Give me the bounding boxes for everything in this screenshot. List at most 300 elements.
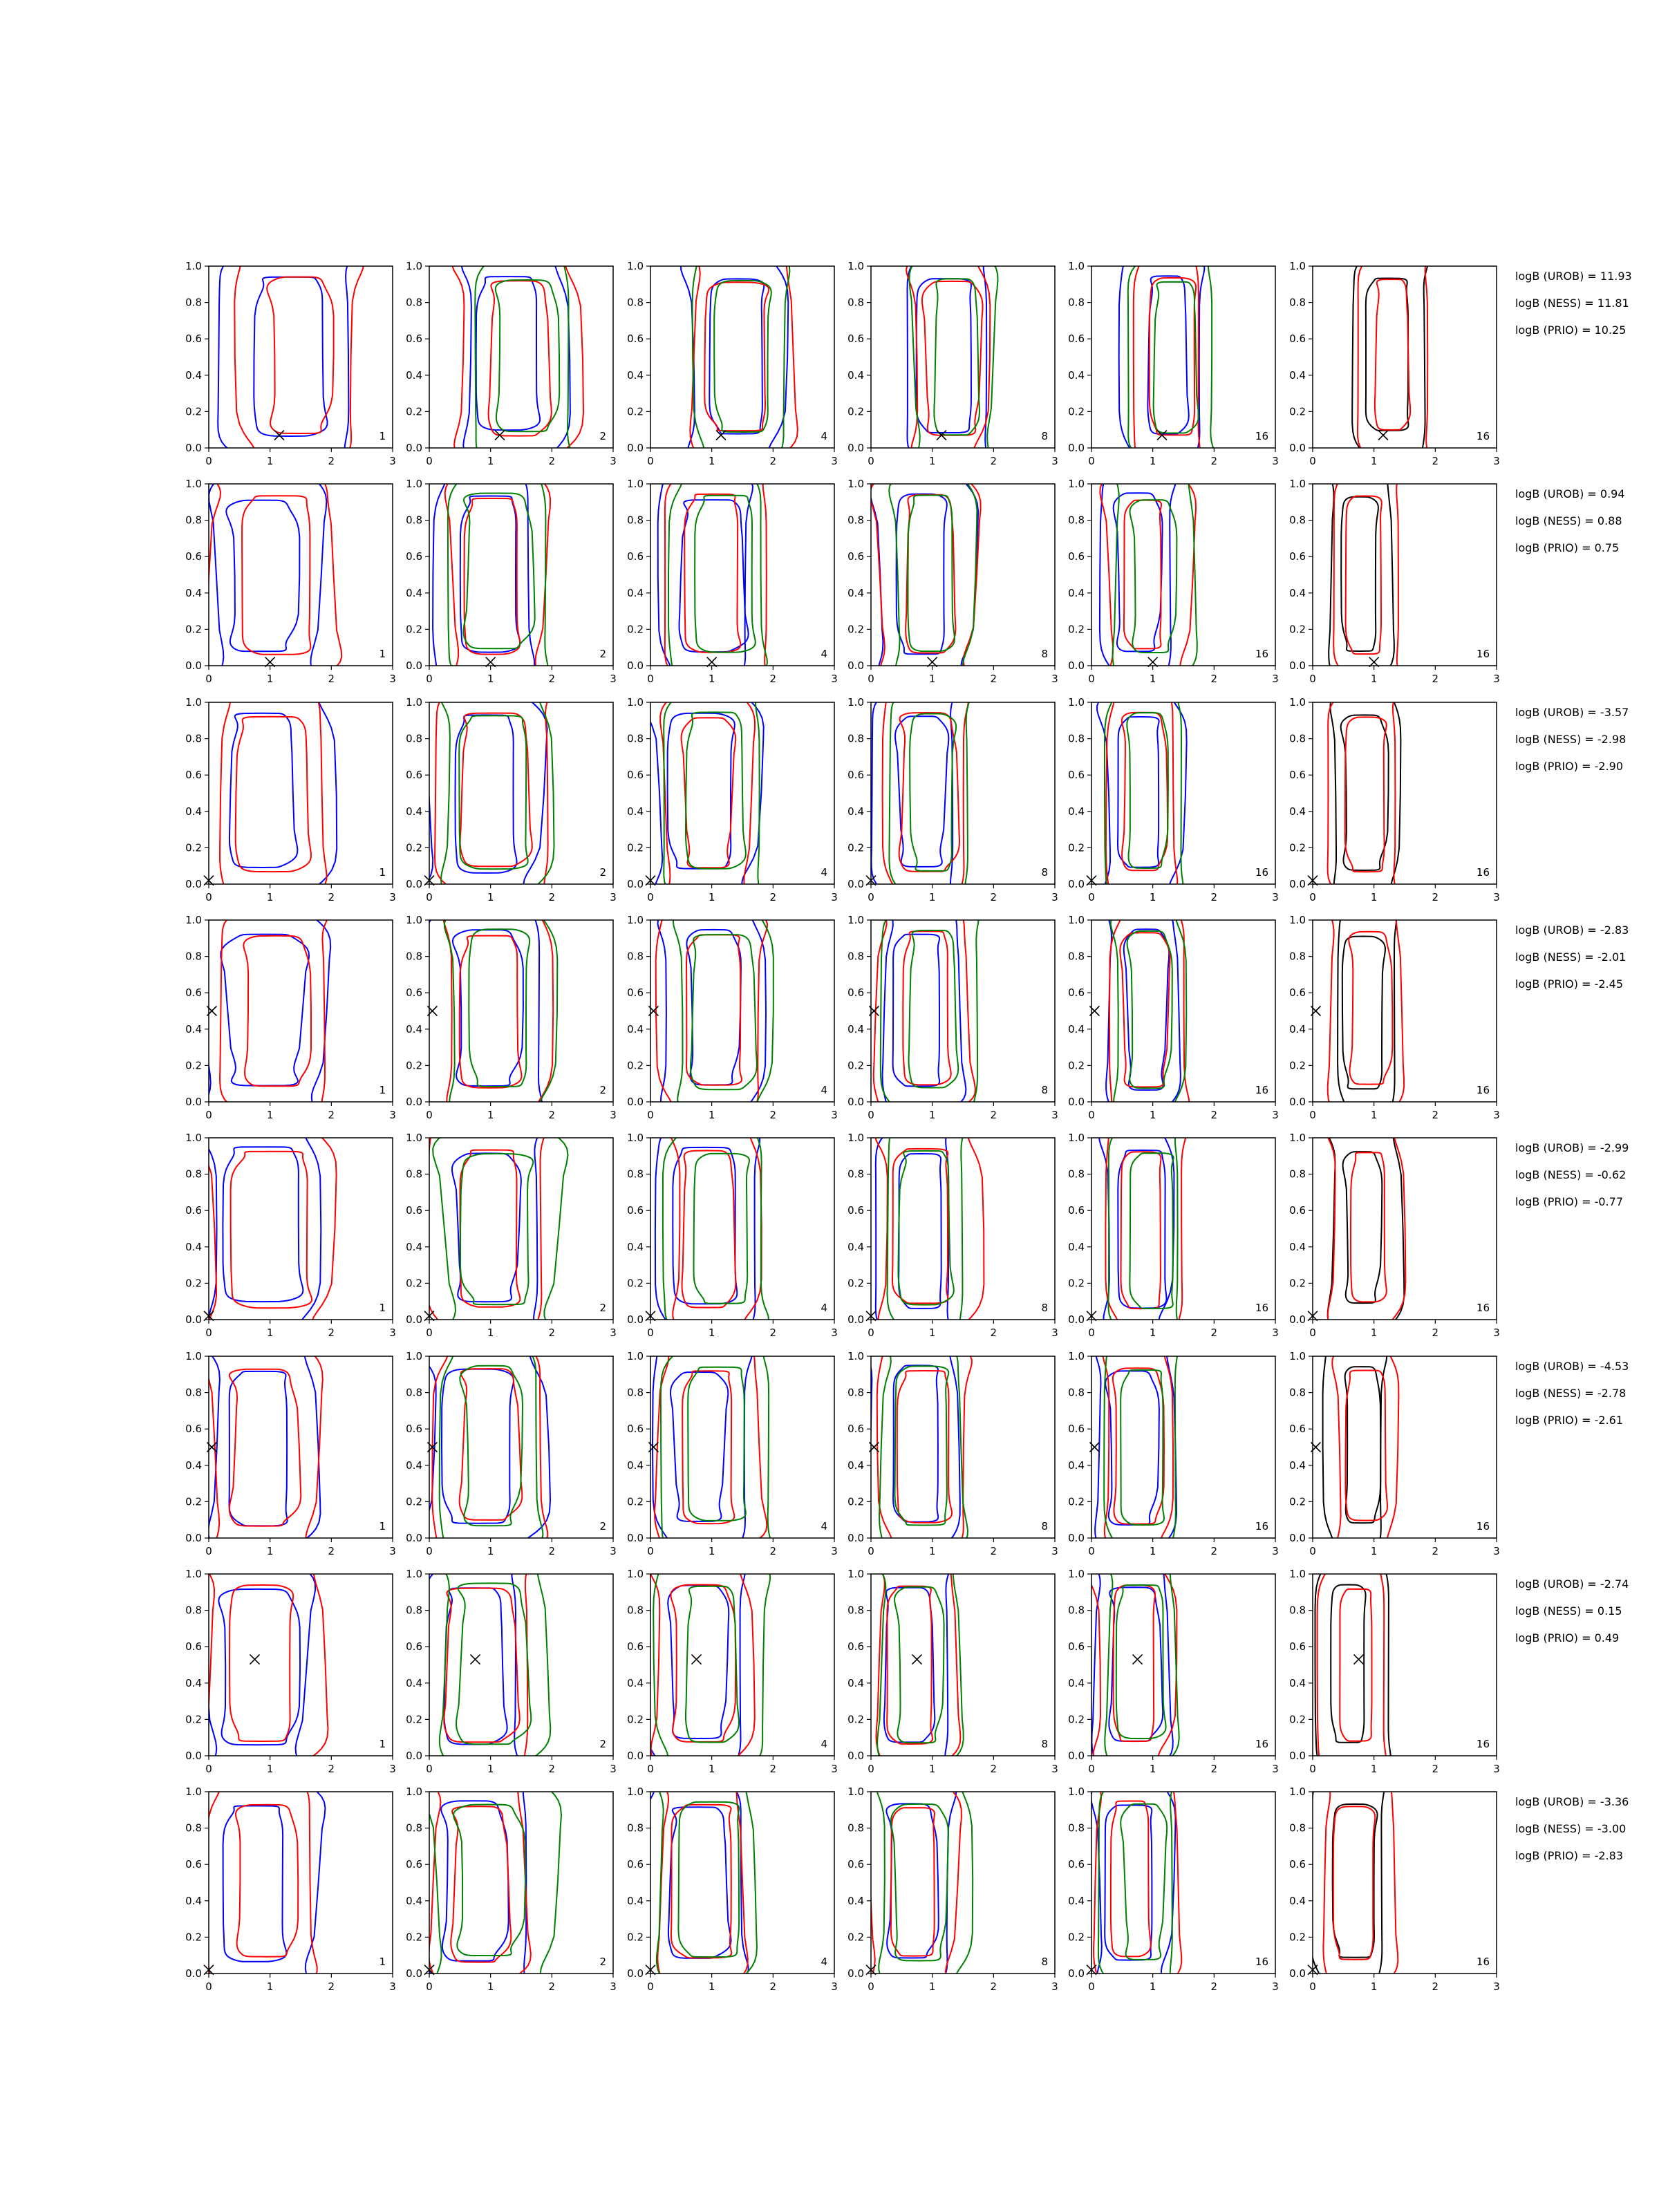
logb-annotation: logB (UROB) = -3.36 xyxy=(1515,1795,1629,1808)
x-tick-label: 0 xyxy=(868,673,874,685)
x-tick-label: 3 xyxy=(831,1980,838,1993)
x-tick-label: 2 xyxy=(1432,673,1439,685)
x-tick-label: 2 xyxy=(990,673,997,685)
y-tick-label: 0.8 xyxy=(847,296,864,309)
truth-marker xyxy=(912,1655,922,1665)
contour-red xyxy=(229,1369,301,1526)
y-tick-label: 0.0 xyxy=(1289,1532,1306,1544)
y-tick-label: 0.6 xyxy=(1068,1204,1085,1217)
y-tick-label: 0.8 xyxy=(185,1168,202,1181)
y-tick-label: 1.0 xyxy=(1068,260,1085,272)
contour-red xyxy=(465,498,521,655)
y-tick-label: 0.6 xyxy=(185,986,202,1000)
x-tick-label: 0 xyxy=(1088,891,1095,903)
contour-red xyxy=(1375,279,1410,430)
x-tick-label: 3 xyxy=(1051,455,1058,467)
y-tick-label: 1.0 xyxy=(185,260,202,272)
x-tick-label: 2 xyxy=(769,1545,777,1557)
logb-annotation: logB (PRIO) = -2.83 xyxy=(1515,1849,1623,1862)
x-tick-label: 0 xyxy=(426,1763,433,1775)
y-tick-label: 0.4 xyxy=(847,1022,864,1035)
panel xyxy=(1068,478,1279,685)
x-tick-label: 3 xyxy=(1272,455,1279,467)
y-tick-label: 0.0 xyxy=(1068,659,1085,672)
x-tick-label: 1 xyxy=(1370,1109,1378,1121)
y-tick-label: 0.8 xyxy=(406,1168,422,1181)
y-tick-label: 1.0 xyxy=(627,260,644,272)
panel xyxy=(406,260,617,467)
contour-green xyxy=(909,262,997,452)
y-tick-label: 0.6 xyxy=(1289,332,1306,346)
logb-annotation: logB (PRIO) = -2.61 xyxy=(1515,1414,1623,1427)
y-tick-label: 0.2 xyxy=(406,1277,422,1290)
y-tick-label: 0.4 xyxy=(847,368,864,382)
contour-green xyxy=(1154,282,1199,433)
x-tick-label: 0 xyxy=(205,455,212,467)
contour-red xyxy=(1111,1801,1151,1957)
x-tick-label: 2 xyxy=(1210,455,1218,467)
y-tick-label: 0.0 xyxy=(847,1750,864,1762)
axes-frame xyxy=(209,920,393,1102)
x-tick-label: 2 xyxy=(769,1980,777,1993)
y-tick-label: 1.0 xyxy=(406,1350,422,1362)
y-tick-label: 1.0 xyxy=(627,696,644,709)
y-tick-label: 0.4 xyxy=(185,368,202,382)
x-tick-label: 1 xyxy=(266,1109,274,1121)
y-tick-label: 0.8 xyxy=(627,1168,644,1181)
y-tick-label: 0.4 xyxy=(847,586,864,599)
y-tick-label: 0.2 xyxy=(847,623,864,636)
axes-frame xyxy=(1091,1574,1275,1756)
contour-blue xyxy=(476,276,540,430)
y-tick-label: 1.0 xyxy=(1068,1132,1085,1144)
y-tick-label: 0.8 xyxy=(627,1821,644,1835)
y-tick-label: 0.4 xyxy=(1068,1894,1085,1907)
x-tick-label: 1 xyxy=(928,1545,936,1557)
x-tick-label: 1 xyxy=(708,673,715,685)
y-tick-label: 0.0 xyxy=(185,878,202,890)
axes-frame xyxy=(1313,702,1497,884)
x-tick-label: 3 xyxy=(1272,1980,1279,1993)
x-tick-label: 0 xyxy=(1088,1545,1095,1557)
y-tick-label: 0.6 xyxy=(185,1423,202,1436)
panel-count-label: 8 xyxy=(1041,1084,1048,1096)
logb-annotation: logB (PRIO) = 0.75 xyxy=(1515,541,1620,554)
panel-count-label: 8 xyxy=(1041,648,1048,660)
panel xyxy=(627,1132,838,1339)
panel-count-label: 16 xyxy=(1476,1302,1490,1314)
contour-red xyxy=(655,1352,767,1542)
contour-green xyxy=(908,495,955,651)
y-tick-label: 0.8 xyxy=(406,732,422,745)
y-tick-label: 0.8 xyxy=(1068,1386,1085,1399)
panel-count-label: 16 xyxy=(1476,866,1490,879)
panel xyxy=(1289,1132,1500,1339)
x-tick-label: 3 xyxy=(610,1327,617,1339)
y-tick-label: 0.4 xyxy=(1289,1240,1306,1253)
contour-green xyxy=(440,1352,543,1542)
y-tick-label: 1.0 xyxy=(847,696,864,709)
y-tick-label: 0.6 xyxy=(627,986,644,1000)
x-tick-label: 2 xyxy=(990,1763,997,1775)
x-tick-label: 0 xyxy=(1309,1545,1316,1557)
contour-red xyxy=(870,480,981,670)
contour-black xyxy=(1345,1367,1381,1523)
x-tick-label: 1 xyxy=(1370,455,1378,467)
y-tick-label: 0.4 xyxy=(847,1240,864,1253)
contour-blue xyxy=(1100,480,1176,670)
panel-count-label: 8 xyxy=(1041,1738,1048,1750)
panel xyxy=(1289,914,1500,1121)
y-tick-label: 0.4 xyxy=(1068,586,1085,599)
y-tick-label: 0.2 xyxy=(406,1713,422,1726)
x-tick-label: 0 xyxy=(868,1980,874,1993)
panel xyxy=(406,696,617,903)
panel xyxy=(847,1350,1058,1557)
y-tick-label: 0.0 xyxy=(406,659,422,672)
contour-red xyxy=(422,1570,529,1760)
logb-annotation: logB (NESS) = -2.98 xyxy=(1515,733,1627,746)
y-tick-label: 0.0 xyxy=(406,1096,422,1108)
y-tick-label: 0.8 xyxy=(1068,1604,1085,1617)
y-tick-label: 0.2 xyxy=(406,1931,422,1944)
contour-red xyxy=(1124,500,1161,649)
x-tick-label: 3 xyxy=(610,1980,617,1993)
y-tick-label: 0.2 xyxy=(1289,623,1306,636)
panel xyxy=(627,914,838,1121)
truth-marker xyxy=(692,1655,702,1665)
logb-annotation: logB (UROB) = -2.83 xyxy=(1515,924,1629,937)
x-tick-label: 0 xyxy=(205,1327,212,1339)
y-tick-label: 0.2 xyxy=(185,1713,202,1726)
panel-count-label: 8 xyxy=(1041,430,1048,442)
y-tick-label: 0.8 xyxy=(185,1604,202,1617)
panel xyxy=(627,478,838,685)
y-tick-label: 0.2 xyxy=(185,1495,202,1508)
x-tick-label: 2 xyxy=(328,1109,335,1121)
x-tick-label: 1 xyxy=(487,1327,494,1339)
contour-red xyxy=(220,916,328,1106)
contour-blue xyxy=(658,480,753,670)
y-tick-label: 0.4 xyxy=(1289,586,1306,599)
x-tick-label: 1 xyxy=(1370,1980,1378,1993)
x-tick-label: 0 xyxy=(1309,1763,1316,1775)
contour-red xyxy=(875,1134,984,1324)
x-tick-label: 0 xyxy=(426,673,433,685)
contour-red xyxy=(1333,1806,1376,1959)
contour-red xyxy=(684,494,740,653)
y-tick-label: 1.0 xyxy=(406,478,422,490)
x-tick-label: 3 xyxy=(1272,891,1279,903)
truth-marker xyxy=(1133,1655,1143,1665)
x-tick-label: 2 xyxy=(328,1327,335,1339)
panel-count-label: 1 xyxy=(379,1084,386,1096)
y-tick-label: 0.8 xyxy=(185,1821,202,1835)
y-tick-label: 0.0 xyxy=(847,878,864,890)
y-tick-label: 0.6 xyxy=(406,1204,422,1217)
panel xyxy=(847,260,1058,467)
logb-annotation: logB (PRIO) = 0.49 xyxy=(1515,1631,1620,1644)
y-tick-label: 0.6 xyxy=(185,769,202,782)
y-tick-label: 0.8 xyxy=(1068,1168,1085,1181)
y-tick-label: 0.8 xyxy=(1289,1604,1306,1617)
y-tick-label: 0.8 xyxy=(185,732,202,745)
contour-blue xyxy=(893,935,940,1087)
y-tick-label: 1.0 xyxy=(627,1132,644,1144)
contour-black xyxy=(1341,715,1389,870)
panel-count-label: 4 xyxy=(821,1738,827,1750)
x-tick-label: 2 xyxy=(548,1980,556,1993)
y-tick-label: 0.2 xyxy=(185,623,202,636)
y-tick-label: 0.6 xyxy=(1068,986,1085,1000)
contour-green xyxy=(453,1805,525,1956)
contour-red xyxy=(897,1371,952,1523)
x-tick-label: 2 xyxy=(769,1109,777,1121)
contour-green xyxy=(1128,262,1215,452)
y-tick-label: 0.0 xyxy=(1289,659,1306,672)
contour-black xyxy=(1342,937,1385,1089)
y-tick-label: 1.0 xyxy=(1068,1785,1085,1798)
y-tick-label: 0.4 xyxy=(406,1894,422,1907)
x-tick-label: 3 xyxy=(389,1109,396,1121)
x-tick-label: 3 xyxy=(831,891,838,903)
panel xyxy=(1289,478,1500,685)
x-tick-label: 3 xyxy=(831,455,838,467)
y-tick-label: 0.6 xyxy=(185,550,202,563)
y-tick-label: 0.4 xyxy=(406,1240,422,1253)
y-tick-label: 0.8 xyxy=(1289,1821,1306,1835)
y-tick-label: 0.2 xyxy=(847,405,864,418)
contour-blue xyxy=(899,1154,941,1309)
y-tick-label: 0.4 xyxy=(1068,1240,1085,1253)
y-tick-label: 0.4 xyxy=(1068,805,1085,818)
y-tick-label: 1.0 xyxy=(1289,1132,1306,1144)
x-tick-label: 0 xyxy=(1309,1327,1316,1339)
y-tick-label: 1.0 xyxy=(185,1132,202,1144)
contour-black xyxy=(1343,1152,1382,1303)
contour-red xyxy=(229,1585,293,1741)
logb-annotation: logB (UROB) = -4.53 xyxy=(1515,1360,1629,1373)
y-tick-label: 0.8 xyxy=(406,296,422,309)
y-tick-label: 0.6 xyxy=(1289,1204,1306,1217)
contour-green xyxy=(460,1366,523,1526)
y-tick-label: 0.2 xyxy=(627,1713,644,1726)
panel xyxy=(185,260,396,467)
y-tick-label: 0.8 xyxy=(847,1168,864,1181)
y-tick-label: 0.8 xyxy=(847,732,864,745)
x-tick-label: 1 xyxy=(708,1327,715,1339)
y-tick-label: 0.6 xyxy=(185,1858,202,1871)
contour-blue xyxy=(681,262,788,452)
x-tick-label: 1 xyxy=(1149,1109,1156,1121)
panel-count-label: 1 xyxy=(379,866,386,879)
y-tick-label: 0.8 xyxy=(406,1386,422,1399)
panel-count-label: 16 xyxy=(1255,1520,1268,1533)
y-tick-label: 0.2 xyxy=(1068,1713,1085,1726)
contour-red xyxy=(686,935,742,1085)
panel-count-label: 16 xyxy=(1255,1084,1268,1096)
contour-red xyxy=(206,1352,323,1542)
y-tick-label: 0.8 xyxy=(185,296,202,309)
y-tick-label: 0.4 xyxy=(627,1894,644,1907)
contour-green xyxy=(686,1586,739,1743)
x-tick-label: 3 xyxy=(1493,673,1500,685)
x-tick-label: 1 xyxy=(1370,1763,1378,1775)
x-tick-label: 1 xyxy=(1149,1327,1156,1339)
x-tick-label: 3 xyxy=(1051,1327,1058,1339)
contour-black xyxy=(1333,1804,1378,1958)
y-tick-label: 0.8 xyxy=(1068,950,1085,963)
y-tick-label: 0.4 xyxy=(185,1894,202,1907)
x-tick-label: 2 xyxy=(1210,1763,1218,1775)
x-tick-label: 3 xyxy=(610,891,617,903)
x-tick-label: 0 xyxy=(1309,1980,1316,1993)
x-tick-label: 2 xyxy=(990,1109,997,1121)
y-tick-label: 0.4 xyxy=(847,1459,864,1472)
x-tick-label: 3 xyxy=(610,673,617,685)
contour-blue xyxy=(1118,717,1159,868)
contour-red xyxy=(242,496,310,655)
y-tick-label: 0.2 xyxy=(847,1931,864,1944)
contour-green xyxy=(459,715,528,869)
y-tick-label: 1.0 xyxy=(185,1785,202,1798)
x-tick-label: 2 xyxy=(1210,891,1218,903)
y-tick-label: 0.6 xyxy=(185,1640,202,1653)
x-tick-label: 1 xyxy=(1370,891,1378,903)
contour-blue xyxy=(218,262,348,452)
y-tick-label: 0.2 xyxy=(1068,623,1085,636)
y-tick-label: 0.2 xyxy=(1068,1059,1085,1072)
y-tick-label: 0.2 xyxy=(406,1059,422,1072)
x-tick-label: 0 xyxy=(1088,1327,1095,1339)
panel xyxy=(1289,1350,1500,1557)
y-tick-label: 1.0 xyxy=(185,478,202,490)
y-tick-label: 1.0 xyxy=(406,1132,422,1144)
y-tick-label: 0.2 xyxy=(1289,1277,1306,1290)
contour-green xyxy=(1116,1585,1166,1738)
logb-annotation: logB (UROB) = -2.99 xyxy=(1515,1141,1629,1154)
panel-count-label: 16 xyxy=(1476,648,1490,660)
y-tick-label: 0.0 xyxy=(847,659,864,672)
panel-count-label: 4 xyxy=(821,648,827,660)
x-tick-label: 1 xyxy=(266,1763,274,1775)
panel-count-label: 2 xyxy=(599,1084,606,1096)
y-tick-label: 0.6 xyxy=(627,769,644,782)
x-tick-label: 2 xyxy=(1210,673,1218,685)
contour-black xyxy=(1366,279,1409,431)
x-tick-label: 3 xyxy=(610,1109,617,1121)
y-tick-label: 0.8 xyxy=(1068,296,1085,309)
y-tick-label: 0.0 xyxy=(406,1313,422,1326)
y-tick-label: 0.2 xyxy=(185,1277,202,1290)
x-tick-label: 0 xyxy=(205,1763,212,1775)
axes-frame xyxy=(650,1574,834,1756)
contour-blue xyxy=(668,713,735,869)
x-tick-label: 2 xyxy=(328,1763,335,1775)
panel xyxy=(627,1568,838,1775)
contour-green xyxy=(895,1366,949,1525)
panel-count-label: 16 xyxy=(1255,1956,1268,1968)
x-tick-label: 0 xyxy=(205,1109,212,1121)
y-tick-label: 0.4 xyxy=(1289,1676,1306,1689)
axes-frame xyxy=(429,1356,613,1538)
axes-frame xyxy=(209,266,393,448)
contour-blue xyxy=(442,1369,514,1524)
axes-frame xyxy=(650,266,834,448)
x-tick-label: 2 xyxy=(1210,1109,1218,1121)
axes-frame xyxy=(429,1138,613,1320)
x-tick-label: 1 xyxy=(487,1980,494,1993)
y-tick-label: 1.0 xyxy=(847,1785,864,1798)
y-tick-label: 0.2 xyxy=(627,841,644,854)
y-tick-label: 0.0 xyxy=(1068,1096,1085,1108)
contour-green xyxy=(1127,931,1172,1088)
contour-blue xyxy=(886,1803,939,1958)
x-tick-label: 1 xyxy=(266,891,274,903)
axes-frame xyxy=(1091,1792,1275,1974)
axes-frame xyxy=(650,1138,834,1320)
y-tick-label: 1.0 xyxy=(847,1350,864,1362)
y-tick-label: 0.6 xyxy=(1289,1423,1306,1436)
x-tick-label: 0 xyxy=(647,1545,654,1557)
panel xyxy=(627,260,838,467)
y-tick-label: 0.2 xyxy=(1068,841,1085,854)
y-tick-label: 0.4 xyxy=(1068,1676,1085,1689)
panel-count-label: 4 xyxy=(821,1520,827,1533)
axes-frame xyxy=(429,266,613,448)
y-tick-label: 0.4 xyxy=(406,1459,422,1472)
x-tick-label: 3 xyxy=(389,891,396,903)
x-tick-label: 2 xyxy=(769,673,777,685)
y-tick-label: 0.2 xyxy=(185,405,202,418)
contour-blue xyxy=(671,1372,728,1521)
panel-count-label: 16 xyxy=(1476,1520,1490,1533)
x-tick-label: 0 xyxy=(1309,673,1316,685)
contour-blue xyxy=(639,1788,748,1978)
y-tick-label: 0.0 xyxy=(847,1096,864,1108)
y-tick-label: 0.8 xyxy=(185,514,202,527)
x-tick-label: 2 xyxy=(548,1545,556,1557)
x-tick-label: 3 xyxy=(389,673,396,685)
x-tick-label: 3 xyxy=(610,1763,617,1775)
y-tick-label: 0.8 xyxy=(406,1821,422,1835)
x-tick-label: 0 xyxy=(1088,1763,1095,1775)
x-tick-label: 1 xyxy=(708,1545,715,1557)
y-tick-label: 0.0 xyxy=(627,1096,644,1108)
y-tick-label: 0.8 xyxy=(406,514,422,527)
x-tick-label: 3 xyxy=(1272,1545,1279,1557)
y-tick-label: 0.6 xyxy=(627,550,644,563)
y-tick-label: 0.6 xyxy=(627,1204,644,1217)
contour-green xyxy=(891,1804,948,1961)
axes-frame xyxy=(650,920,834,1102)
y-tick-label: 1.0 xyxy=(406,1568,422,1580)
x-tick-label: 3 xyxy=(389,1327,396,1339)
contour-red xyxy=(1332,1352,1398,1542)
y-tick-label: 1.0 xyxy=(185,914,202,926)
contour-red xyxy=(671,1805,731,1958)
y-tick-label: 1.0 xyxy=(847,1568,864,1580)
y-tick-label: 1.0 xyxy=(1068,478,1085,490)
y-tick-label: 0.6 xyxy=(185,332,202,346)
contour-blue xyxy=(182,1788,326,1978)
x-tick-label: 3 xyxy=(1493,1763,1500,1775)
contour-red xyxy=(899,713,960,872)
y-tick-label: 0.0 xyxy=(627,442,644,454)
y-tick-label: 1.0 xyxy=(847,260,864,272)
y-tick-label: 0.4 xyxy=(627,368,644,382)
panel-count-label: 1 xyxy=(379,648,386,660)
